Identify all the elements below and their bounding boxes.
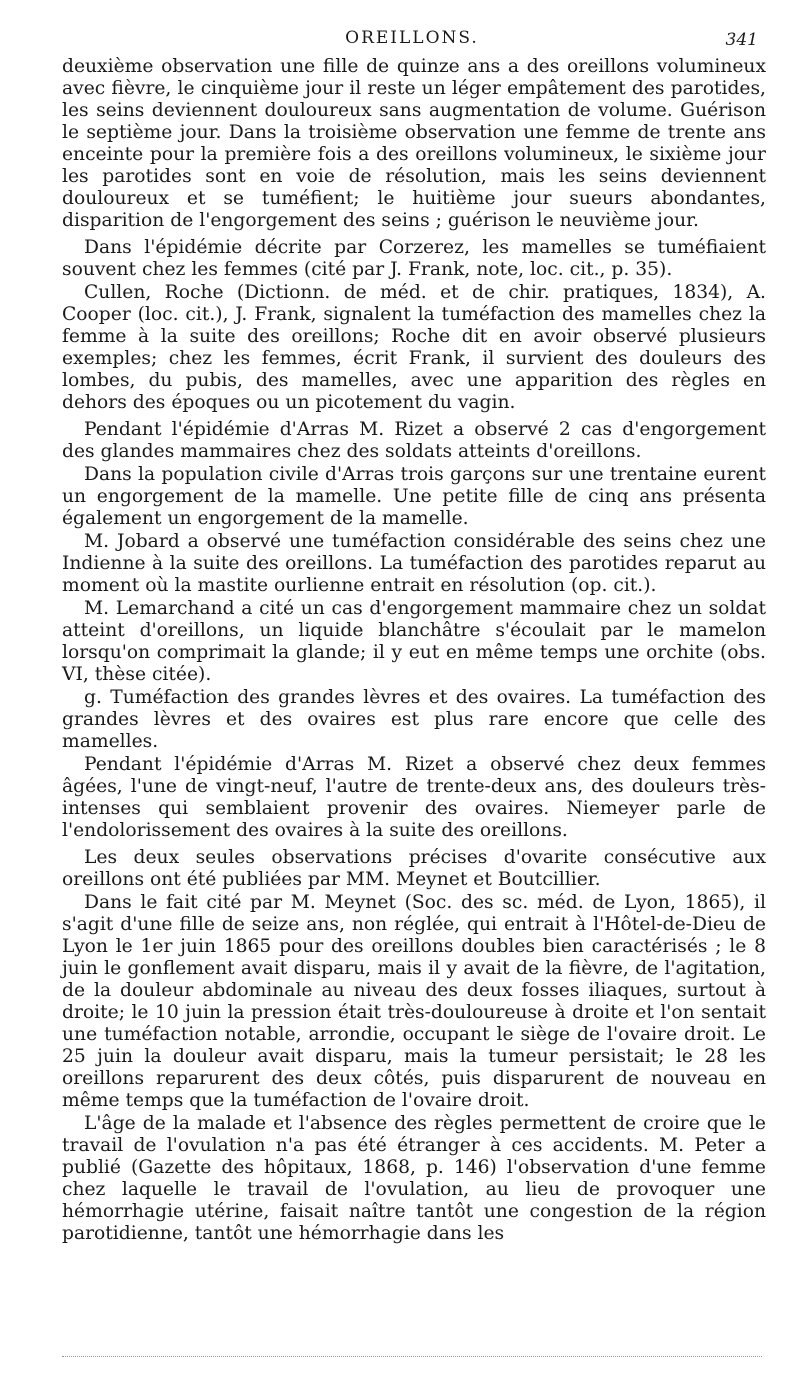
paragraph-2: Dans l'épidémie décrite par Corzerez, les mamelles se tuméfiaient souvent chez les femmes (cité par J. Frank, note, loc. cit., p. 35). xyxy=(62,237,766,280)
paragraph-11: Dans le fait cité par M. Meynet (Soc. des sc. méd. de Lyon, 1865), il s'agit d'une fille de seize ans, non réglée, qui entrait à l'Hôtel-de-Dieu de Lyon le 1er juin 1865 pour des oreillons doubles bien caractérisés ; le 8 juin le gonflement avait disparu, mais il y avait de la fièvre, de l'agitation, de la douleur abdominale au niveau des deux fosses iliaques, surtout à droite; le 10 juin la pression était très-douloureuse à droite et l'on sentait une tuméfaction notable, arrondie, occupant le siège de l'ovaire droit. Le 25 juin la douleur avait disparu, mais la tumeur persistait; le 28 les oreillons reparurent des deux côtés, puis disparurent de nouveau en même temps que la tuméfaction de l'ovaire droit. xyxy=(62,892,766,1111)
body-text xyxy=(62,56,766,1246)
paragraph-1: deuxième observation une fille de quinze ans a des oreillons volumineux avec fièvre, le cinquième jour il reste un léger empâtement des parotides, les seins deviennent douloureux sans augmentation de volume. Guérison le septième jour. Dans la troisième observation une femme de trente ans enceinte pour la première fois a des oreillons volumineux, le sixième jour les parotides sont en voie de résolution, mais les seins deviennent douloureux et se tuméfient; le huitième jour sueurs abondantes, disparition de l'engorgement des seins ; guérison le neuvième jour. xyxy=(62,56,766,231)
paragraph-7: M. Lemarchand a cité un cas d'engorgement mammaire chez un soldat atteint d'oreillons, un liquide blanchâtre s'écoulait par le mamelon lorsqu'on comprimait la glande; il y eut en même temps une orchite (obs. VI, thèse citée). xyxy=(62,598,766,685)
paragraph-4: Pendant l'épidémie d'Arras M. Rizet a observé 2 cas d'engorgement des glandes mammaires chez des soldats atteints d'oreillons. xyxy=(62,419,766,462)
paragraph-9: Pendant l'épidémie d'Arras M. Rizet a observé chez deux femmes âgées, l'une de vingt-neuf, l'autre de trente-deux ans, des douleurs très-intenses qui semblaient provenir des ovaires. Niemeyer parle de l'endolorissement des ovaires à la suite des oreillons. xyxy=(62,754,766,841)
paragraph-6: M. Jobard a observé une tuméfaction considérable des seins chez une Indienne à la suite des oreillons. La tuméfaction des parotides reparut au moment où la mastite ourlienne entrait en résolution (op. cit.). xyxy=(62,531,766,596)
paragraph-5: Dans la population civile d'Arras trois garçons sur une trentaine eurent un engorgement de la mamelle. Une petite fille de cinq ans présenta également un engorgement de la mamelle. xyxy=(62,464,766,529)
section-heading-paragraph: g. Tuméfaction des grandes lèvres et des ovaires. La tuméfaction des grandes lèvres et des ovaires est plus rare encore que celle des mamelles. xyxy=(62,687,766,752)
paragraph-10: Les deux seules observations précises d'ovarite consécutive aux oreillons ont été publiées par MM. Meynet et Boutcillier. xyxy=(62,847,766,890)
page-number: 341 xyxy=(725,30,758,50)
paragraph-12: L'âge de la malade et l'absence des règles permettent de croire que le travail de l'ovulation n'a pas été étranger à ces accidents. M. Peter a publié (Gazette des hôpitaux, 1868, p. 146) l'observation d'une femme chez laquelle le travail de l'ovulation, au lieu de provoquer une hémorrhagie utérine, faisait naître tantôt une congestion de la région parotidienne, tantôt une hémorrhagie dans les xyxy=(62,1113,766,1244)
footer-rule xyxy=(62,1356,762,1357)
running-title: OREILLONS. xyxy=(345,28,479,48)
running-head xyxy=(62,28,762,52)
paragraph-3: Cullen, Roche (Dictionn. de méd. et de chir. pratiques, 1834), A. Cooper (loc. cit.), J. Frank, signalent la tuméfaction des mamelles chez la femme à la suite des oreillons; Roche dit en avoir observé plusieurs exemples; chez les femmes, écrit Frank, il survient des douleurs des lombes, du pubis, des mamelles, avec une apparition des règles en dehors des époques ou un picotement du vagin. xyxy=(62,282,766,413)
